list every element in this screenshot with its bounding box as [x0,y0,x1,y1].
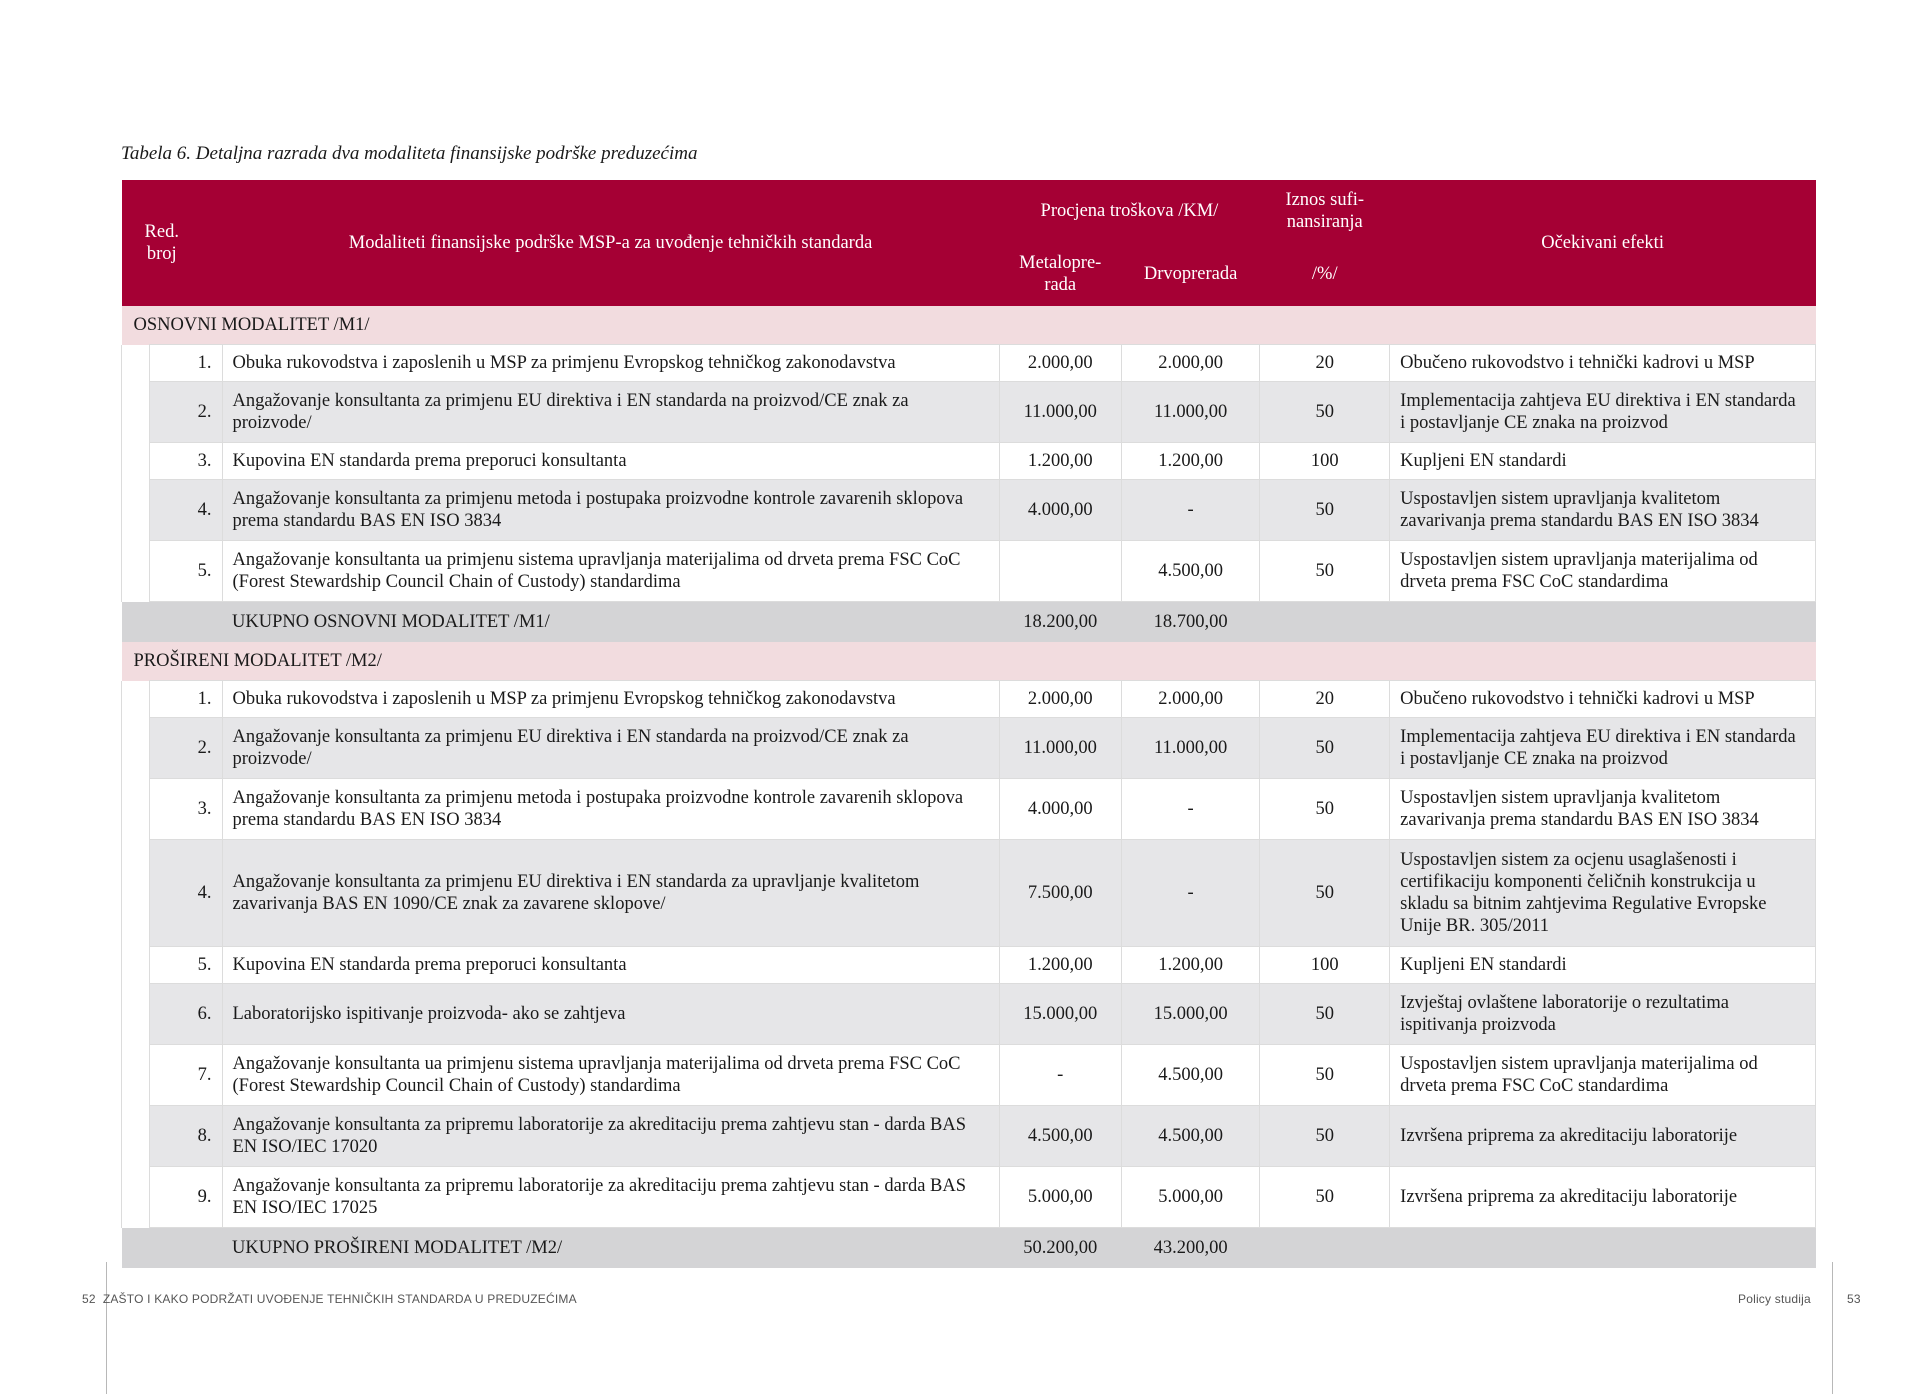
row-metaloprerada: 2.000,00 [999,681,1121,718]
row-number: 9. [149,1167,222,1228]
row-metaloprerada: - [999,1045,1121,1106]
row-efekti: Izvršena priprema za akreditaciju laboratorije [1390,1167,1816,1228]
row-gutter [122,382,150,443]
row-modality: Angažovanje konsultanta za pripremu laboratorije za akreditaciju prema zahtjevu stan - darda BAS EN ISO/IEC 17025 [222,1167,999,1228]
total-metaloprerada: 50.200,00 [999,1228,1121,1269]
row-modality: Angažovanje konsultanta za pripremu laboratorije za akreditaciju prema zahtjevu stan - darda BAS EN ISO/IEC 17020 [222,1106,999,1167]
row-modality: Angažovanje konsultanta za primjenu EU direktiva i EN standarda na proizvod/CE znak za proizvode/ [222,382,999,443]
row-efekti: Kupljeni EN standardi [1390,443,1816,480]
row-iznos: 50 [1260,1045,1390,1106]
table-row [122,382,1816,443]
table-row [122,480,1816,541]
total-empty [1260,602,1816,643]
row-efekti: Izvršena priprema za akreditaciju laboratorije [1390,1106,1816,1167]
header-efekti: Očekivani efekti [1390,180,1816,306]
row-number: 4. [149,480,222,541]
row-gutter [122,541,150,602]
row-efekti: Uspostavljen sistem upravljanja materijalima od drveta prema FSC CoC standardima [1390,1045,1816,1106]
total-empty [1260,1228,1816,1269]
footer-left [82,1292,577,1306]
row-metaloprerada: 2.000,00 [999,345,1121,382]
table-row [122,984,1816,1045]
header-red-broj: Red. broj [122,180,223,306]
total-gutter [122,1228,223,1269]
row-drvoprerada: 15.000,00 [1121,984,1259,1045]
total-row [122,602,1816,643]
row-drvoprerada: 2.000,00 [1121,681,1259,718]
total-row [122,1228,1816,1269]
row-modality: Angažovanje konsultanta ua primjenu sistema upravljanja materijalima od drveta prema FSC CoC (Forest Stewardship Council Chain of Custody) standardima [222,541,999,602]
row-drvoprerada: 5.000,00 [1121,1167,1259,1228]
header-iznos: Iznos sufi-nansiranja [1260,180,1390,242]
row-efekti: Uspostavljen sistem upravljanja materijalima od drveta prema FSC CoC standardima [1390,541,1816,602]
row-modality: Angažovanje konsultanta za primjenu metoda i postupaka proizvodne kontrole zavarenih sklopova prema standardu BAS EN ISO 3834 [222,480,999,541]
table-row [122,1045,1816,1106]
row-modality: Kupovina EN standarda prema preporuci konsultanta [222,443,999,480]
row-drvoprerada: - [1121,779,1259,840]
row-gutter [122,1045,150,1106]
header-iznos-unit: /%/ [1260,242,1390,306]
row-iznos: 100 [1260,443,1390,480]
footer-left-title: ZAŠTO I KAKO PODRŽATI UVOĐENJE TEHNIČKIH STANDARDA U PREDUZEĆIMA [102,1292,577,1306]
row-number: 5. [149,541,222,602]
row-gutter [122,840,150,947]
row-efekti: Uspostavljen sistem upravljanja kvalitetom zavarivanja prema standardu BAS EN ISO 3834 [1390,480,1816,541]
row-metaloprerada: 5.000,00 [999,1167,1121,1228]
row-modality: Angažovanje konsultanta za primjenu metoda i postupaka proizvodne kontrole zavarenih sklopova prema standardu BAS EN ISO 3834 [222,779,999,840]
row-gutter [122,779,150,840]
row-modality: Kupovina EN standarda prema preporuci konsultanta [222,947,999,984]
table-row [122,779,1816,840]
footer-right-page: 53 [1847,1292,1861,1306]
row-gutter [122,443,150,480]
row-iznos: 50 [1260,1167,1390,1228]
row-modality: Angažovanje konsultanta za primjenu EU direktiva i EN standarda za upravljanje kvalitetom zavarivanja BAS EN 1090/CE znak za zavarene sklopove/ [222,840,999,947]
row-modality: Laboratorijsko ispitivanje proizvoda- ako se zahtjeva [222,984,999,1045]
row-iznos: 50 [1260,1106,1390,1167]
row-metaloprerada: 4.000,00 [999,779,1121,840]
row-drvoprerada: - [1121,840,1259,947]
row-drvoprerada: 1.200,00 [1121,947,1259,984]
footer-left-page: 52 [82,1292,96,1306]
row-modality: Angažovanje konsultanta za primjenu EU direktiva i EN standarda na proizvod/CE znak za proizvode/ [222,718,999,779]
row-drvoprerada: 11.000,00 [1121,382,1259,443]
financial-support-table [121,180,1816,1268]
row-drvoprerada: 4.500,00 [1121,541,1259,602]
row-number: 3. [149,779,222,840]
row-efekti: Kupljeni EN standardi [1390,947,1816,984]
row-metaloprerada: 4.500,00 [999,1106,1121,1167]
row-number: 5. [149,947,222,984]
row-metaloprerada: 11.000,00 [999,382,1121,443]
row-iznos: 50 [1260,480,1390,541]
row-metaloprerada: 15.000,00 [999,984,1121,1045]
table-row [122,1167,1816,1228]
table-row [122,840,1816,947]
row-iznos: 50 [1260,541,1390,602]
table-row [122,345,1816,382]
row-number: 8. [149,1106,222,1167]
page-divider-left [106,1262,107,1394]
table-row [122,947,1816,984]
row-number: 2. [149,382,222,443]
row-metaloprerada: 7.500,00 [999,840,1121,947]
header-modaliteti: Modaliteti finansijske podrške MSP-a za uvođenje tehničkih standarda [222,180,999,306]
row-drvoprerada: 2.000,00 [1121,345,1259,382]
table-caption: Tabela 6. Detaljna razrada dva modaliteta finansijske podrške preduzećima [121,143,698,164]
header-drvoprerada: Drvoprerada [1121,242,1259,306]
row-gutter [122,681,150,718]
table-row [122,718,1816,779]
row-modality: Obuka rukovodstva i zaposlenih u MSP za primjenu Evropskog tehničkog zakonodavstva [222,345,999,382]
row-iznos: 50 [1260,382,1390,443]
row-number: 3. [149,443,222,480]
row-gutter [122,984,150,1045]
table-row [122,1106,1816,1167]
total-drvoprerada: 43.200,00 [1121,1228,1259,1269]
row-metaloprerada: 4.000,00 [999,480,1121,541]
page-divider-right [1832,1262,1833,1394]
row-gutter [122,480,150,541]
row-drvoprerada: 4.500,00 [1121,1045,1259,1106]
row-iznos: 100 [1260,947,1390,984]
row-number: 4. [149,840,222,947]
row-iznos: 20 [1260,345,1390,382]
row-gutter [122,345,150,382]
row-modality: Angažovanje konsultanta ua primjenu sistema upravljanja materijalima od drveta prema FSC CoC (Forest Stewardship Council Chain of Custody) standardima [222,1045,999,1106]
row-efekti: Implementacija zahtjeva EU direktiva i EN standarda i postavljanje CE znaka na proizvod [1390,382,1816,443]
table-row [122,681,1816,718]
row-number: 1. [149,345,222,382]
total-label: UKUPNO PROŠIRENI MODALITET /M2/ [222,1228,999,1269]
row-iznos: 50 [1260,779,1390,840]
row-iznos: 50 [1260,718,1390,779]
total-metaloprerada: 18.200,00 [999,602,1121,643]
row-drvoprerada: 11.000,00 [1121,718,1259,779]
table-body [122,306,1816,1268]
row-number: 7. [149,1045,222,1106]
row-metaloprerada: 1.200,00 [999,443,1121,480]
total-drvoprerada: 18.700,00 [1121,602,1259,643]
row-efekti: Obučeno rukovodstvo i tehnički kadrovi u MSP [1390,681,1816,718]
row-drvoprerada: 1.200,00 [1121,443,1259,480]
header-procjena: Procjena troškova /KM/ [999,180,1260,242]
header-metaloprerada: Metalopre-rada [999,242,1121,306]
row-metaloprerada: 1.200,00 [999,947,1121,984]
row-gutter [122,1106,150,1167]
row-iznos: 50 [1260,984,1390,1045]
row-number: 1. [149,681,222,718]
section-title: OSNOVNI MODALITET /M1/ [122,306,1816,345]
row-number: 2. [149,718,222,779]
total-gutter [122,602,223,643]
row-drvoprerada: 4.500,00 [1121,1106,1259,1167]
table-row [122,541,1816,602]
footer-right-title: Policy studija [1738,1292,1811,1306]
row-gutter [122,947,150,984]
row-efekti: Obučeno rukovodstvo i tehnički kadrovi u MSP [1390,345,1816,382]
row-gutter [122,718,150,779]
section-header-row [122,642,1816,681]
total-label: UKUPNO OSNOVNI MODALITET /M1/ [222,602,999,643]
row-iznos: 50 [1260,840,1390,947]
row-metaloprerada: 11.000,00 [999,718,1121,779]
row-metaloprerada [999,541,1121,602]
row-modality: Obuka rukovodstva i zaposlenih u MSP za primjenu Evropskog tehničkog zakonodavstva [222,681,999,718]
table-row [122,443,1816,480]
row-efekti: Uspostavljen sistem za ocjenu usaglašenosti i certifikaciju komponenti čeličnih konstrukcija u skladu sa bitnim zahtjevima Regulative Evropske Unije BR. 305/2011 [1390,840,1816,947]
section-title: PROŠIRENI MODALITET /M2/ [122,642,1816,681]
row-efekti: Implementacija zahtjeva EU direktiva i EN standarda i postavljanje CE znaka na proizvod [1390,718,1816,779]
section-header-row [122,306,1816,345]
row-gutter [122,1167,150,1228]
row-number: 6. [149,984,222,1045]
row-iznos: 20 [1260,681,1390,718]
row-efekti: Izvještaj ovlaštene laboratorije o rezultatima ispitivanja proizvoda [1390,984,1816,1045]
row-drvoprerada: - [1121,480,1259,541]
row-efekti: Uspostavljen sistem upravljanja kvalitetom zavarivanja prema standardu BAS EN ISO 3834 [1390,779,1816,840]
